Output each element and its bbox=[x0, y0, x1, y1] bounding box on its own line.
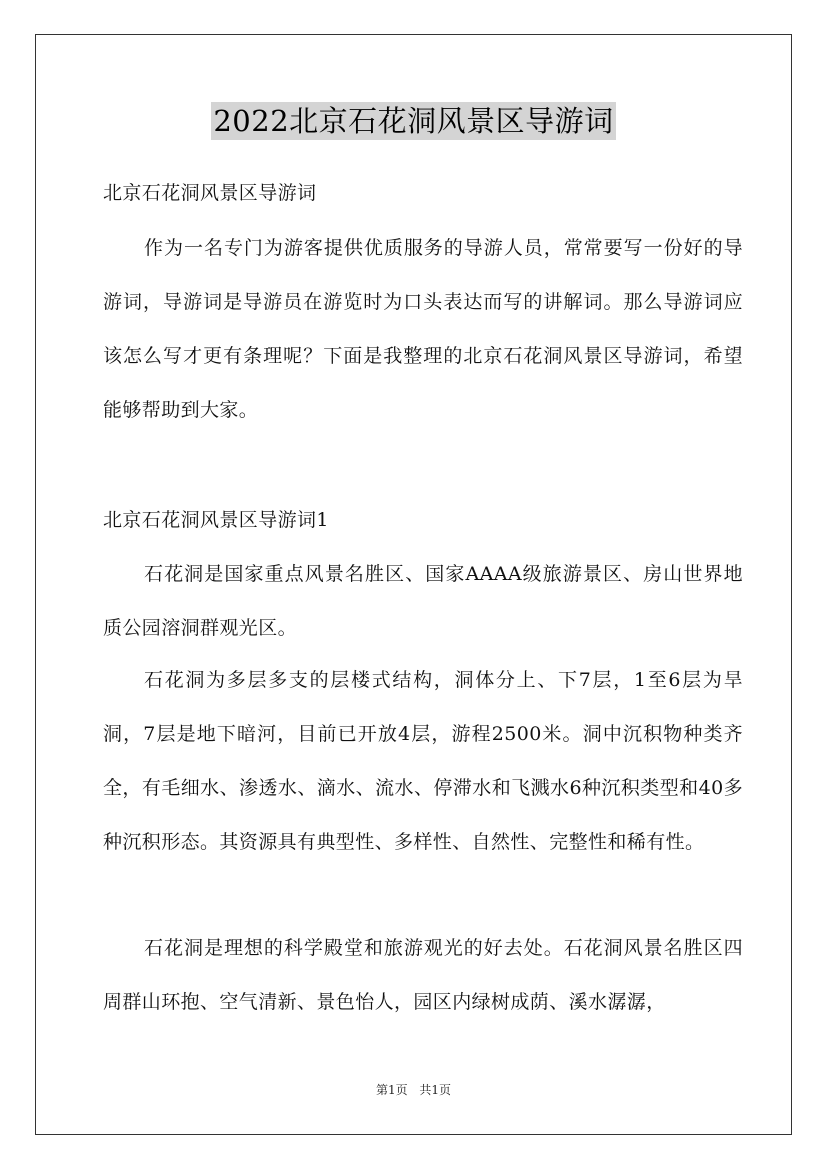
page-footer bbox=[0, 1081, 827, 1098]
section-heading: 北京石花洞风景区导游词1 bbox=[103, 509, 329, 531]
intro-paragraph: 作为一名专门为游客提供优质服务的导游人员，常常要写一份好的导游词，导游词是导游员在游览时为口头表达而写的讲解词。那么导游词应该怎么写才更有条理呢？下面是我整理的北京石花洞风景区导游词，希望能够帮助到大家。 bbox=[103, 237, 743, 421]
page-total: 共1页 bbox=[419, 1083, 452, 1097]
body-paragraph-2: 石花洞为多层多支的层楼式结构，洞体分上、下7层，1至6层为旱洞，7层是地下暗河，目前已开放4层，游程2500米。洞中沉积物种类齐全，有毛细水、渗透水、滴水、流水、停滞水和飞溅水6种沉积类型和40多种沉积形态。其资源具有典型性、多样性、自然性、完整性和稀有性。 bbox=[103, 669, 743, 853]
title-wrap bbox=[0, 102, 827, 140]
body-paragraph-1: 石花洞是国家重点风景名胜区、国家AAAA级旅游景区、房山世界地质公园溶洞群观光区。 bbox=[103, 563, 743, 639]
body-paragraph-3: 石花洞是理想的科学殿堂和旅游观光的好去处。石花洞风景名胜区四周群山环抱、空气清新、景色怡人，园区内绿树成荫、溪水潺潺， bbox=[103, 937, 743, 1013]
page-number: 第1页 bbox=[375, 1083, 408, 1097]
document-subtitle: 北京石花洞风景区导游词 bbox=[103, 182, 317, 204]
document-title: 2022北京石花洞风景区导游词 bbox=[213, 104, 614, 138]
